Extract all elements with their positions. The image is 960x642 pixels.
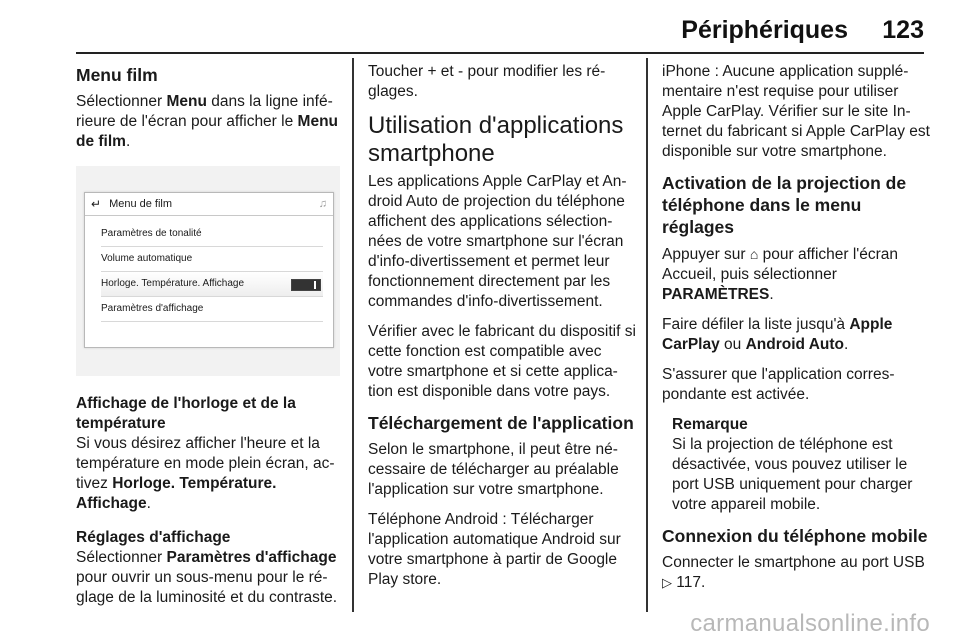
infotainment-screen (84, 192, 334, 348)
text: dans la ligne infé-rieure de l'écran pour afficher le (76, 93, 333, 130)
screen-menu-item: Volume automatique (101, 247, 323, 272)
screen-menu-item-label: Horloge. Température. Affichage (101, 278, 245, 289)
text: Sélectionner (76, 549, 167, 566)
text: ou (719, 336, 746, 353)
heading-line: Affichage de l'horloge et de la (76, 395, 296, 412)
page-reference[interactable]: 117. (672, 574, 706, 591)
column-3 (662, 62, 932, 603)
screen-menu-item: Paramètres d'affichage (101, 297, 323, 322)
heading-download-app: Téléchargement de l'application (368, 413, 634, 433)
heading-display-settings: Réglages d'affichage (76, 529, 231, 546)
paragraph: Les applications Apple CarPlay et An-droid Auto de projection du téléphone affichent des applications sélection-nées de votre smartphone sur l'écran d'info-divertissement et permet leur fonctionnement directement par les commandes d'info-divertissement. (368, 173, 627, 310)
header-rule (76, 52, 924, 54)
page-ref-arrow-icon[interactable]: ▷ (662, 575, 672, 590)
text: pour afficher l'écran Accueil, puis sélectionner (662, 246, 899, 283)
text: Sélectionner (76, 93, 167, 110)
paragraph (76, 434, 344, 514)
bold-text: Apple CarPlay (662, 316, 893, 353)
paragraph (662, 315, 932, 355)
bold-text: Menu de film (76, 113, 338, 150)
bold-text: Android Auto (745, 336, 845, 353)
heading-activation: Activation de la projection de téléphone dans le menu réglages (662, 173, 907, 237)
paragraph: Toucher + et - pour modifier les ré-glages. (368, 63, 606, 100)
note-title: Remarque (672, 416, 748, 433)
paragraph: Téléphone Android : Télécharger l'application automatique Android sur votre smartphone à partir de Google Play store. (368, 511, 621, 588)
text: . (125, 133, 131, 150)
page-number: 123 (882, 16, 924, 44)
column-divider (646, 58, 648, 612)
paragraph (662, 553, 932, 593)
heading-clock-display (76, 394, 344, 434)
bold-text: PARAMÈTRES (662, 286, 770, 303)
note-block (672, 415, 932, 515)
paragraph: S'assurer que l'application corres-pondante est activée. (662, 366, 895, 403)
column-2 (368, 62, 636, 600)
text: Si vous désirez afficher l'heure et la température en mode plein écran, ac-tivez (76, 435, 335, 492)
screen-title-bar (85, 193, 333, 216)
text: Faire défiler la liste jusqu'à (662, 316, 850, 333)
toggle-switch-icon (291, 279, 321, 291)
text: pour ouvrir un sous-menu pour le ré-glage de la luminosité et du contraste. (76, 569, 338, 606)
heading-line: température (76, 415, 166, 432)
paragraph (76, 92, 344, 152)
screen-menu-list (85, 216, 333, 322)
music-note-icon: ♫ (318, 198, 327, 210)
text: . (146, 495, 151, 512)
paragraph (662, 244, 932, 305)
bold-text: Menu (166, 93, 207, 110)
screenshot-figure (76, 166, 340, 376)
heading-connect-phone: Connexion du téléphone mobile (662, 526, 928, 546)
page-section-title: Périphériques (681, 16, 848, 44)
bold-text: Paramètres d'affichage (166, 549, 337, 566)
heading-menu-film: Menu film (76, 65, 158, 85)
home-icon: ⌂ (749, 246, 759, 262)
screen-menu-item: Paramètres de tonalité (101, 222, 323, 247)
paragraph: Vérifier avec le fabricant du dispositif si cette fonction est compatible avec votre smartphone et si cette applica-tion est disponible dans votre pays. (368, 323, 636, 400)
paragraph: Selon le smartphone, il peut être né-cessaire de télécharger au préalable l'application sur votre smartphone. (368, 441, 619, 498)
back-arrow-icon: ↵ (91, 197, 102, 211)
note-text: Si la projection de téléphone est désactivée, vous pouvez utiliser le port USB uniquement pour charger votre appareil mobile. (672, 436, 913, 513)
paragraph: iPhone : Aucune application supplé-mentaire n'est requise pour utiliser Apple CarPlay. Vérifier sur le site In-ternet du fabricant si Apple CarPlay est disponible sur votre smartphone. (662, 63, 930, 160)
column-1 (76, 62, 344, 618)
screen-title: Menu de film (109, 198, 173, 210)
text: Connecter le smartphone au port USB (662, 554, 925, 571)
screen-menu-item (101, 272, 323, 297)
text: . (769, 286, 774, 303)
paragraph (76, 548, 344, 608)
bold-text: Horloge. Température. Affichage (76, 475, 277, 512)
watermark-text: carmanualsonline.info (690, 610, 930, 637)
text: . (844, 336, 849, 353)
heading-smartphone-apps: Utilisation d'applications smartphone (368, 112, 624, 167)
text: Appuyer sur (662, 246, 750, 263)
column-divider (352, 58, 354, 612)
